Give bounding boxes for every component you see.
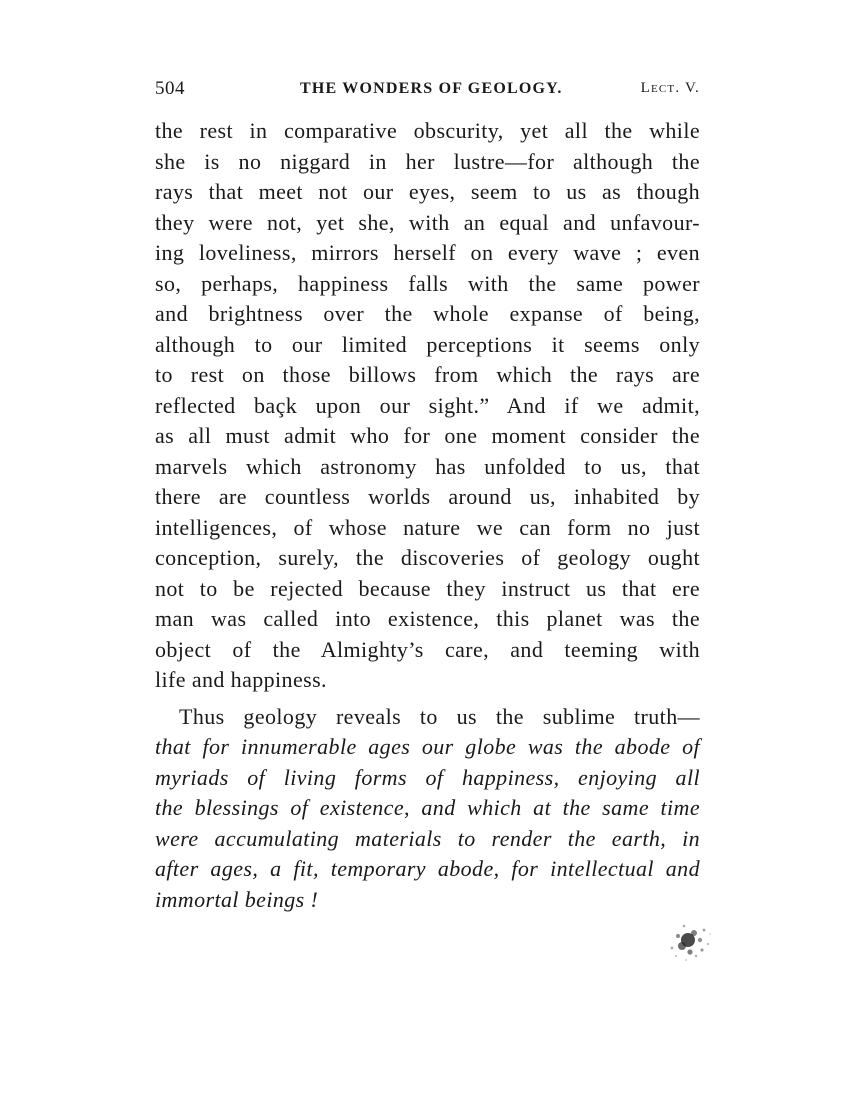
lecture-label: Lect. V. — [640, 80, 700, 96]
paragraph-conclusion — [155, 702, 700, 916]
text-line: to rest on those billows from which the rays are — [155, 362, 700, 387]
running-head — [155, 78, 700, 104]
text-line: object of the Almighty’s care, and teeming with — [155, 636, 700, 662]
text-line: as all must admit who for one moment consider the — [155, 423, 700, 448]
printers-ornament-icon — [660, 916, 720, 968]
text-line: intelligences, of whose nature we can form no just — [155, 514, 700, 540]
text-line-italic: that for innumerable ages our globe was the abode of — [155, 734, 700, 759]
text-line: reflected baçk upon our sight.” And if we admit, — [155, 392, 700, 418]
text-line: Thus geology reveals to us the sublime truth— — [179, 703, 700, 729]
text-line-italic: the blessings of existence, and which at the same time — [155, 795, 700, 820]
text-line-italic: immortal beings ! — [155, 886, 319, 912]
text-line-italic: were accumulating materials to render the earth, in — [155, 825, 700, 851]
body-text — [155, 116, 700, 915]
running-title: THE WONDERS OF GEOLOGY. — [300, 80, 563, 97]
text-line-italic: after ages, a fit, temporary abode, for intellectual and — [155, 856, 700, 881]
text-line: they were not, yet she, with an equal and unfavour- — [155, 209, 700, 235]
page-number: 504 — [155, 78, 185, 99]
text-line: although to our limited perceptions it seems only — [155, 331, 700, 357]
text-line: there are countless worlds around us, inhabited by — [155, 484, 700, 509]
text-line: life and happiness. — [155, 667, 327, 692]
text-line: conception, surely, the discoveries of geology ought — [155, 545, 700, 570]
text-line: ing loveliness, mirrors herself on every wave ; even — [155, 240, 700, 265]
paragraph-continuation — [155, 116, 700, 696]
text-line: so, perhaps, happiness falls with the same power — [155, 270, 700, 296]
text-line-italic: myriads of living forms of happiness, enjoying all — [155, 764, 700, 790]
text-line: the rest in comparative obscurity, yet all the while — [155, 118, 700, 143]
text-line: marvels which astronomy has unfolded to us, that — [155, 453, 700, 479]
text-line: and brightness over the whole expanse of being, — [155, 301, 700, 326]
text-line: not to be rejected because they instruct us that ere — [155, 575, 700, 601]
text-line: she is no niggard in her lustre—for although the — [155, 148, 700, 174]
text-line: man was called into existence, this planet was the — [155, 606, 700, 631]
text-line: rays that meet not our eyes, seem to us as though — [155, 179, 700, 204]
